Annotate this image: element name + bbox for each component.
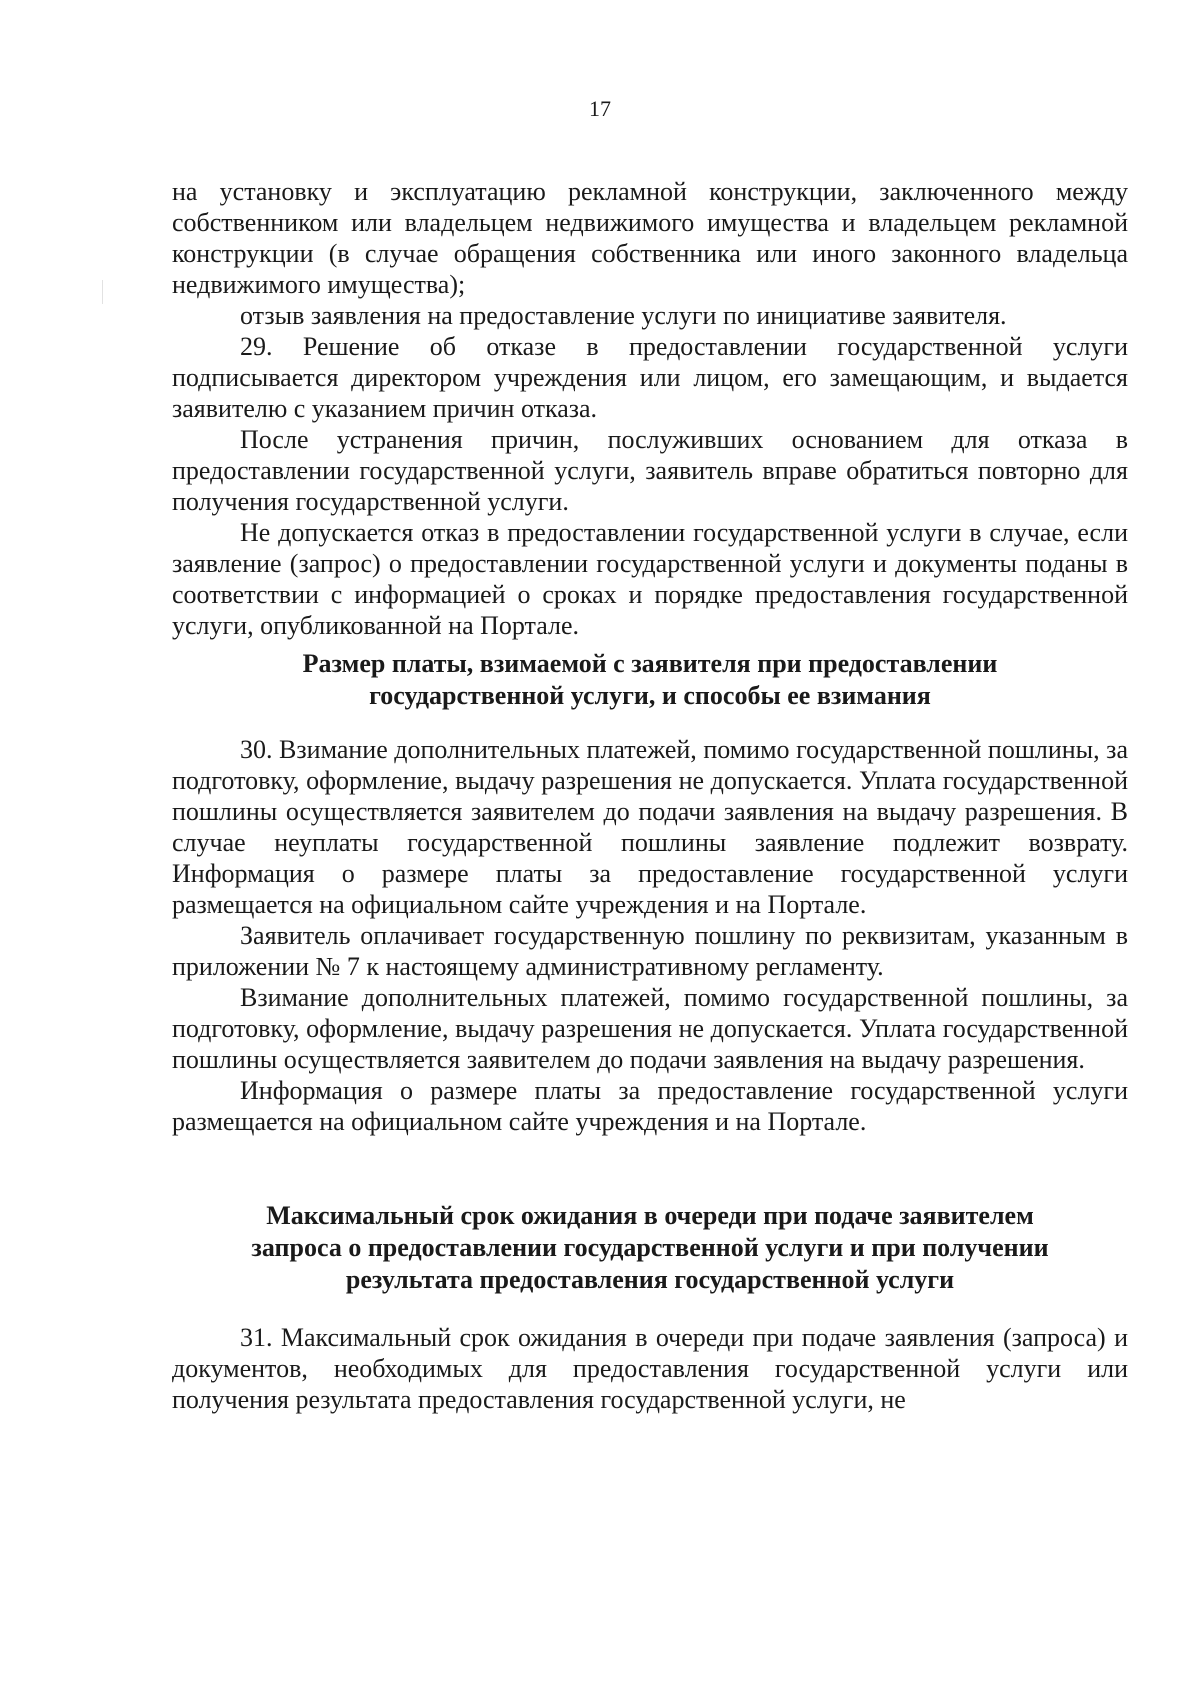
text-block-queue <box>172 1322 1128 1415</box>
paragraph-no-refusal: Не допускается отказ в предоставлении государственной услуги в случае, если заявление (запрос) о предоставлении государственной услуги и документы поданы в соответствии с информацией о сроках и порядке предоставления государственной услуги, опубликованной на Портале. <box>172 518 1128 640</box>
text-block-fee <box>172 734 1128 1137</box>
paragraph-duty-payment: Заявитель оплачивает государственную пошлину по реквизитам, указанным в приложении № 7 к настоящему административному регламенту. <box>172 921 1128 981</box>
paragraph-30: 30. Взимание дополнительных платежей, помимо государственной пошлины, за подготовку, оформление, выдачу разрешения не допускается. Уплата государственной пошлины осуществляется заявителем до подачи заявления на выдачу разрешения. В случае неуплаты государственной пошлины заявление подлежит возврату. Информация о размере платы за предоставление государственной услуги размещается на официальном сайте учреждения и на Портале. <box>172 735 1128 919</box>
section-heading-queue <box>172 1200 1128 1296</box>
page-number: 17 <box>589 96 611 121</box>
heading-line: Максимальный срок ожидания в очереди при подаче заявителем <box>266 1201 1034 1230</box>
scan-mark <box>102 280 103 304</box>
paragraph-29: 29. Решение об отказе в предоставлении государственной услуги подписывается директором учреждения или лицом, его замещающим, и выдается заявителю с указанием причин отказа. <box>172 332 1128 423</box>
paragraph-extra-payments: Взимание дополнительных платежей, помимо государственной пошлины, за подготовку, оформление, выдачу разрешения не допускается. Уплата государственной пошлины осуществляется заявителем до подачи заявления на выдачу разрешения. <box>172 983 1128 1074</box>
paragraph-withdrawal: отзыв заявления на предоставление услуги по инициативе заявителя. <box>240 301 1007 330</box>
paragraph-fee-information: Информация о размере платы за предоставление государственной услуги размещается на официальном сайте учреждения и на Портале. <box>172 1076 1128 1136</box>
heading-line: результата предоставления государственной услуги <box>345 1265 955 1294</box>
heading-line: запроса о предоставлении государственной услуги и при получении <box>251 1233 1049 1262</box>
heading-line: Размер платы, взимаемой с заявителя при предоставлении <box>302 649 998 678</box>
text-block-refusal <box>172 176 1128 641</box>
heading-line: государственной услуги, и способы ее взимания <box>369 681 931 710</box>
section-heading-fee <box>172 648 1128 712</box>
paragraph-lease-agreement: на установку и эксплуатацию рекламной конструкции, заключенного между собственником или владельцем недвижимого имущества и владельцем рекламной конструкции (в случае обращения собственника или иного законного владельца недвижимого имущества); <box>172 177 1128 299</box>
paragraph-after-elimination: После устранения причин, послуживших основанием для отказа в предоставлении государственной услуги, заявитель вправе обратиться повторно для получения государственной услуги. <box>172 425 1128 516</box>
paragraph-31: 31. Максимальный срок ожидания в очереди при подаче заявления (запроса) и документов, необходимых для предоставления государственной услуги или получения результата предоставления государственной услуги, не <box>172 1323 1128 1414</box>
